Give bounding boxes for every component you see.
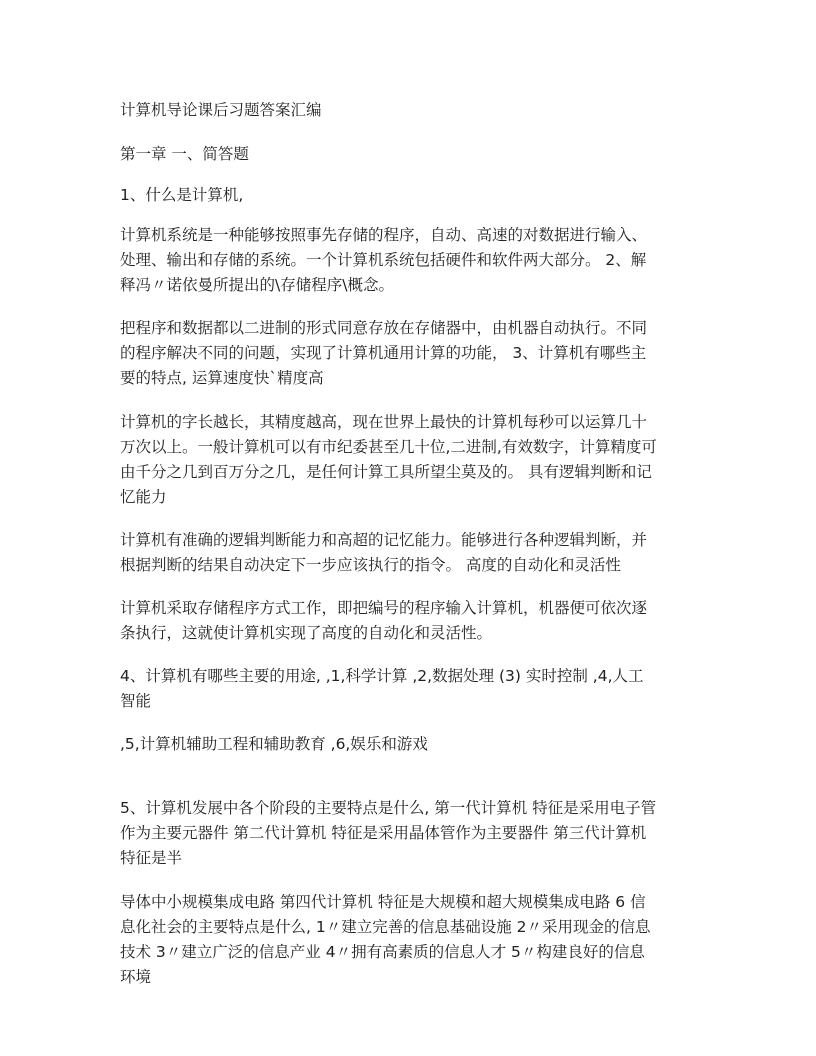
chapter-heading [120, 142, 720, 167]
paragraph-line: 计算机有准确的逻辑判断能力和高超的记忆能力。能够进行各种逻辑判断，并 [120, 531, 648, 549]
paragraph-line: 智能 [120, 692, 152, 710]
paragraph [120, 316, 720, 391]
paragraph [120, 183, 720, 208]
paragraph-line: 根据判断的结果自动决定下一步应该执行的指令。 高度的自动化和灵活性 [120, 556, 621, 574]
paragraph [120, 664, 720, 714]
paragraph [120, 732, 720, 757]
paragraph-line: 息化社会的主要特点是什么, 1〃建立完善的信息基础设施 2〃采用现金的信息 [120, 918, 651, 936]
paragraph-line: 导体中小规模集成电路 第四代计算机 特征是大规模和超大规模集成电路 6 信 [120, 893, 646, 911]
document-title [120, 98, 720, 123]
title-text: 计算机导论课后习题答案汇编 [120, 101, 322, 119]
paragraph-line: 计算机系统是一种能够按照事先存储的程序，自动、高速的对数据进行输入、 [120, 226, 648, 244]
paragraph-line: ,5,计算机辅助工程和辅助教育 ,6,娱乐和游戏 [120, 735, 428, 753]
paragraph-line: 由千分之几到百万分之几，是任何计算工具所望尘莫及的。 具有逻辑判断和记 [120, 463, 652, 481]
chapter-text: 第一章 一、简答题 [120, 145, 249, 163]
paragraph-line: 环境 [120, 968, 152, 986]
paragraph-line: 技术 3〃建立广泛的信息产业 4〃拥有高素质的信息人才 5〃构建良好的信息 [120, 943, 645, 961]
paragraph-line: 5、计算机发展中各个阶段的主要特点是什么, 第一代计算机 特征是采用电子管 [120, 799, 657, 817]
paragraph-line: 处理、输出和存储的系统。一个计算机系统包括硬件和软件两大部分。 2、解 [120, 251, 647, 269]
paragraph-line: 计算机的字长越长，其精度越高，现在世界上最快的计算机每秒可以运算几十 [120, 413, 648, 431]
paragraph-line: 条执行，这就使计算机实现了高度的自动化和灵活性。 [120, 624, 493, 642]
paragraph-line: 特征是半 [120, 849, 183, 867]
paragraph-line: 把程序和数据都以二进制的形式同意存放在存储器中，由机器自动执行。不同 [120, 319, 648, 337]
paragraph [120, 890, 720, 990]
paragraph-line: 1、什么是计算机, [120, 186, 244, 204]
paragraph-line: 忆能力 [120, 488, 167, 506]
paragraph-line: 计算机采取存储程序方式工作，即把编号的程序输入计算机，机器便可依次逐 [120, 599, 648, 617]
paragraph [120, 528, 720, 578]
paragraph-line: 作为主要元器件 第二代计算机 特征是采用晶体管作为主要器件 第三代计算机 [120, 824, 647, 842]
paragraph-line: 的程序解决不同的问题，实现了计算机通用计算的功能， 3、计算机有哪些主 [120, 344, 647, 362]
paragraph [120, 796, 720, 871]
paragraph [120, 223, 720, 298]
paragraph-line: 万次以上。一般计算机可以有市纪委甚至几十位,二进制,有效数字，计算精度可 [120, 438, 657, 456]
paragraph-line: 4、计算机有哪些主要的用途, ,1,科学计算 ,2,数据处理 (3) 实时控制 ,4,人工 [120, 667, 644, 685]
paragraph [120, 596, 720, 646]
paragraph-line: 要的特点, 运算速度快`精度高 [120, 369, 324, 387]
paragraph-line: 释冯〃诺依曼所提出的\存储程序\概念。 [120, 276, 394, 294]
paragraph [120, 410, 720, 510]
